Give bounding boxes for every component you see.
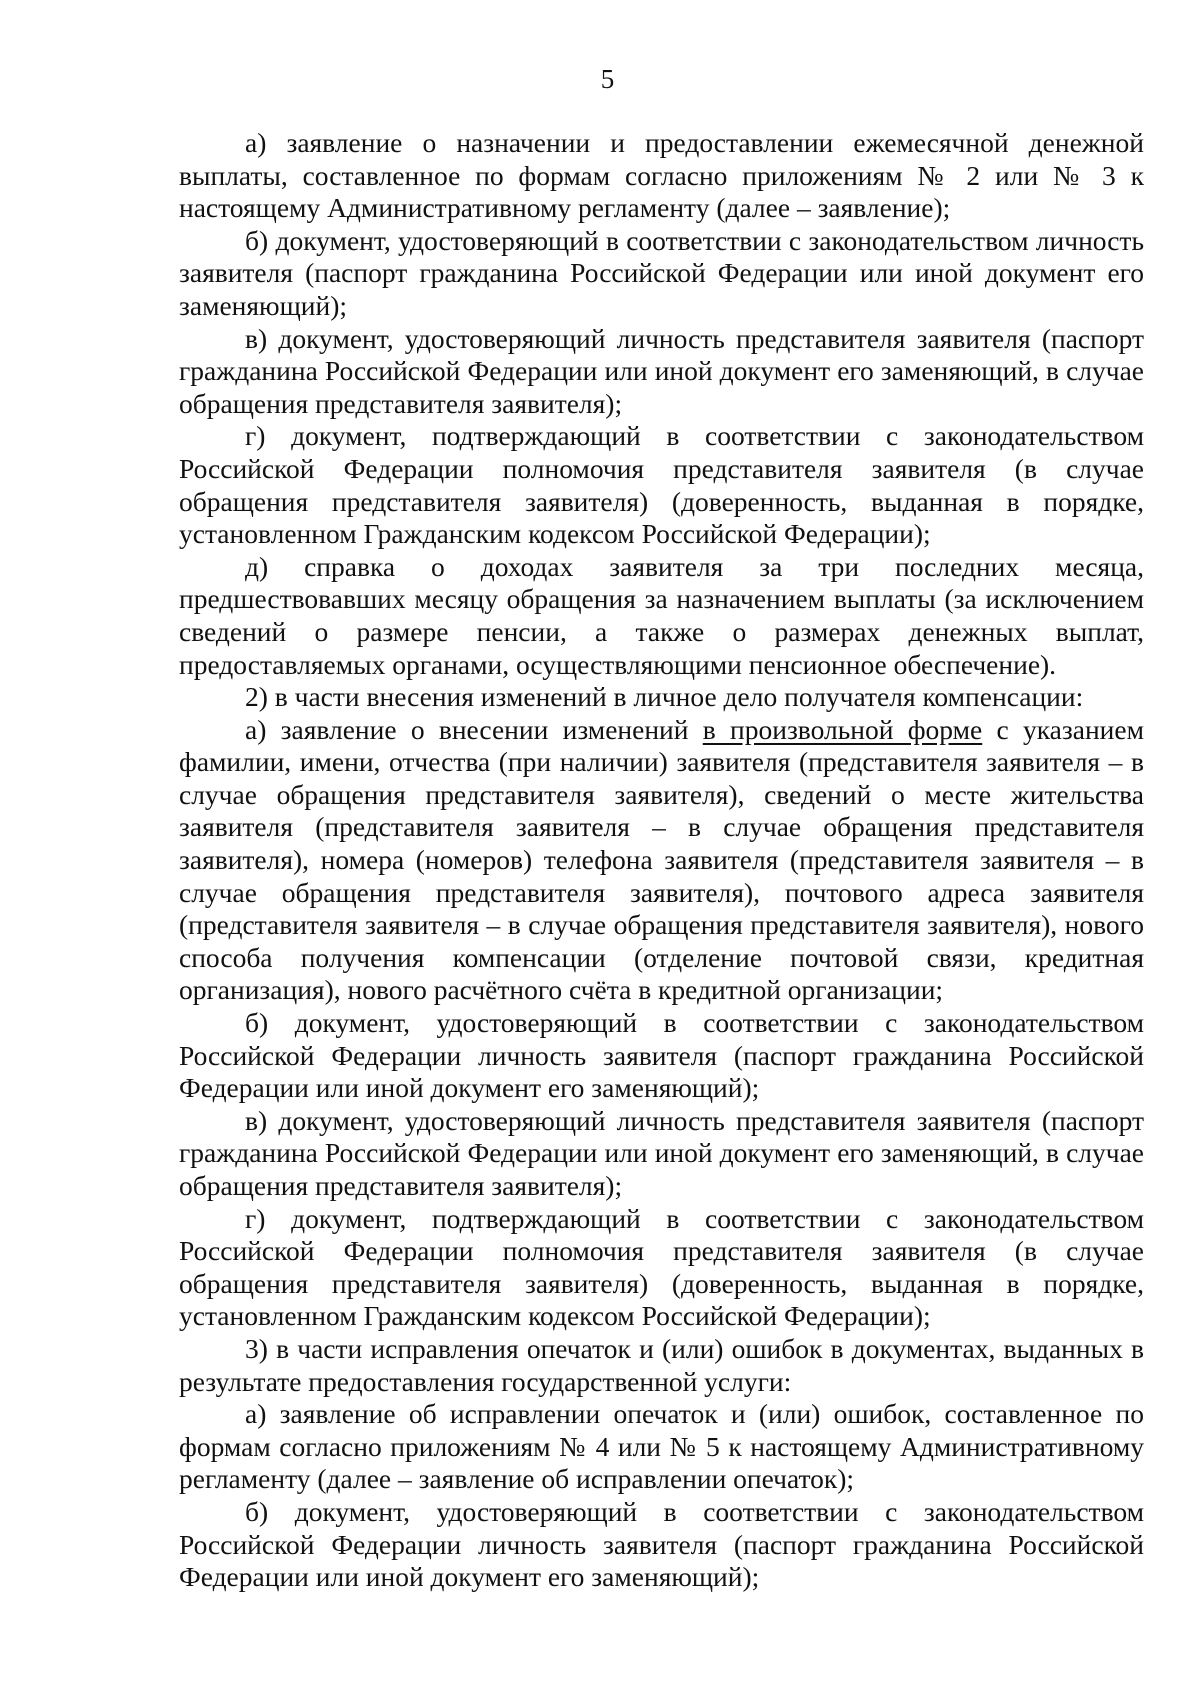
paragraph-3a: а) заявление об исправлении опечаток и (или) ошибок, составленное по формам согласно приложениям № 4 или № 5 к настоящему Административному регламенту (далее – заявление об исправлении опечаток); [179,1398,1144,1495]
underlined-phrase: в произвольной форме [702,713,983,745]
paragraph-2a-rest: с указанием фамилии, имени, отчества (при наличии) заявителя (представителя заявителя – в случае обращения представителя заявителя), сведений о месте жительства заявителя (представителя заявителя – в случае обращения представителя заявителя), номера (номеров) телефона заявителя (представителя заявителя – в случае обращения представителя заявителя), почтового адреса заявителя (представителя заявителя – в случае обращения представителя заявителя), нового способа получения компенсации (отделение почтовой связи, кредитная организация), нового расчётного счёта в кредитной организации; [179,713,1144,1006]
paragraph-2v: в) документ, удостоверяющий личность представителя заявителя (паспорт гражданина Российской Федерации или иной документ его заменяющий, в случае обращения представителя заявителя); [179,1104,1144,1201]
paragraph-2a [179,714,1144,1007]
paragraph-1b: б) документ, удостоверяющий в соответствии с законодательством личность заявителя (паспорт гражданина Российской Федерации или иной документ его заменяющий); [179,224,1144,321]
paragraph-3b: б) документ, удостоверяющий в соответствии с законодательством Российской Федерации личность заявителя (паспорт гражданина Российской Федерации или иной документ его заменяющий); [179,1495,1144,1593]
section-3-heading: 3) в части исправления опечаток и (или) ошибок в документах, выданных в результате предоставления государственной услуги: [179,1332,1144,1397]
paragraph-2g: г) документ, подтверждающий в соответствии с законодательством Российской Федерации полномочия представителя заявителя (в случае обращения представителя заявителя) (доверенность, выданная в порядке, установленном Гражданским кодексом Российской Федерации); [179,1202,1144,1332]
page-number: 5 [600,64,615,94]
paragraph-1g: г) документ, подтверждающий в соответствии с законодательством Российской Федерации полномочия представителя заявителя (в случае обращения представителя заявителя) (доверенность, выданная в порядке, установленном Гражданским кодексом Российской Федерации); [179,420,1144,550]
section-2-heading: 2) в части внесения изменений в личное дело получателя компенсации: [245,681,1084,713]
document-body [179,127,1144,1594]
paragraph-2b: б) документ, удостоверяющий в соответствии с законодательством Российской Федерации личность заявителя (паспорт гражданина Российской Федерации или иной документ его заменяющий); [179,1007,1144,1104]
paragraph-1a: а) заявление о назначении и предоставлении ежемесячной денежной выплаты, составленное по формам согласно приложениям № 2 или № 3 к настоящему Административному регламенту (далее – заявление); [179,127,1144,224]
paragraph-1v: в) документ, удостоверяющий личность представителя заявителя (паспорт гражданина Российской Федерации или иной документ его заменяющий, в случае обращения представителя заявителя); [179,322,1144,419]
paragraph-2a-start: а) заявление о внесении изменений [245,713,703,745]
paragraph-1d: д) справка о доходах заявителя за три последних месяца, предшествовавших месяцу обращения за назначением выплаты (за исключением сведений о размере пенсии, а также о размерах денежных выплат, предоставляемых органами, осуществляющими пенсионное обеспечение). [179,550,1144,680]
